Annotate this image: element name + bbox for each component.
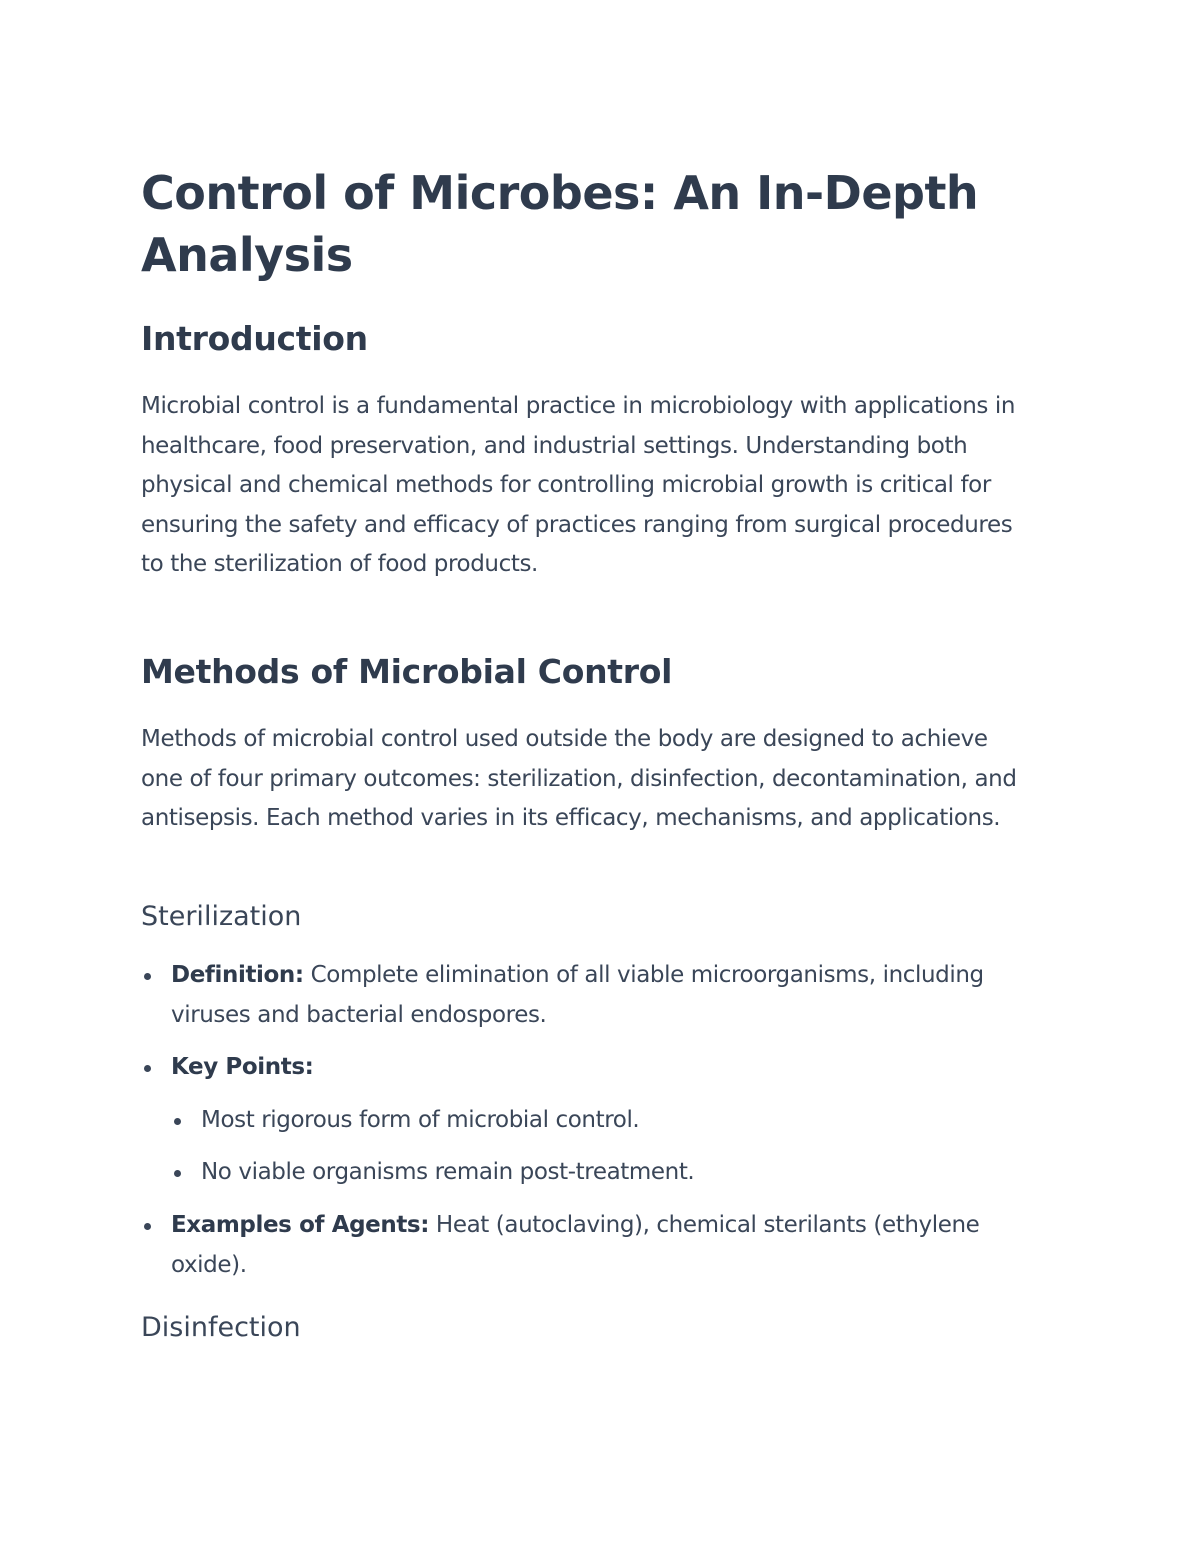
sub-list-item: Most rigorous form of microbial control. [171, 1101, 1041, 1141]
sterilization-heading: Sterilization [141, 901, 302, 932]
examples-label: Examples of Agents: [171, 1211, 430, 1238]
methods-heading: Methods of Microbial Control [141, 652, 673, 691]
definition-text: Complete elimination of all viable microorganisms, including viruses and bacterial endospores. [171, 962, 984, 1028]
introduction-heading: Introduction [141, 319, 368, 358]
list-item-examples [141, 1206, 1041, 1285]
disinfection-heading: Disinfection [141, 1312, 301, 1343]
list-item-key-points [141, 1048, 1041, 1193]
definition-label: Definition: [171, 962, 304, 988]
introduction-paragraph: Microbial control is a fundamental practice in microbiology with applications in healthcare, food preservation, and industrial settings. Understanding both physical and chemical methods for controlling microbial growth is critical for ensuring the safety and efficacy of practices ranging from surgical procedures to the sterilization of food products. [141, 393, 1016, 578]
sub-list-item: No viable organisms remain post-treatment. [171, 1153, 1041, 1193]
key-points-label: Key Points: [171, 1054, 314, 1081]
methods-paragraph: Methods of microbial control used outside the body are designed to achieve one of four primary outcomes: sterilization, disinfection, decontamination, and antisepsis. Each method varies in its efficacy, mechanisms, and applications. [141, 726, 1017, 832]
key-points-sublist [171, 1101, 1041, 1193]
sterilization-list [141, 956, 1041, 1285]
list-item-definition [141, 956, 1041, 1035]
examples-text: Heat (autoclaving), chemical sterilants (ethylene oxide). [171, 1211, 980, 1278]
document-title: Control of Microbes: An In-Depth Analysis [141, 166, 979, 282]
